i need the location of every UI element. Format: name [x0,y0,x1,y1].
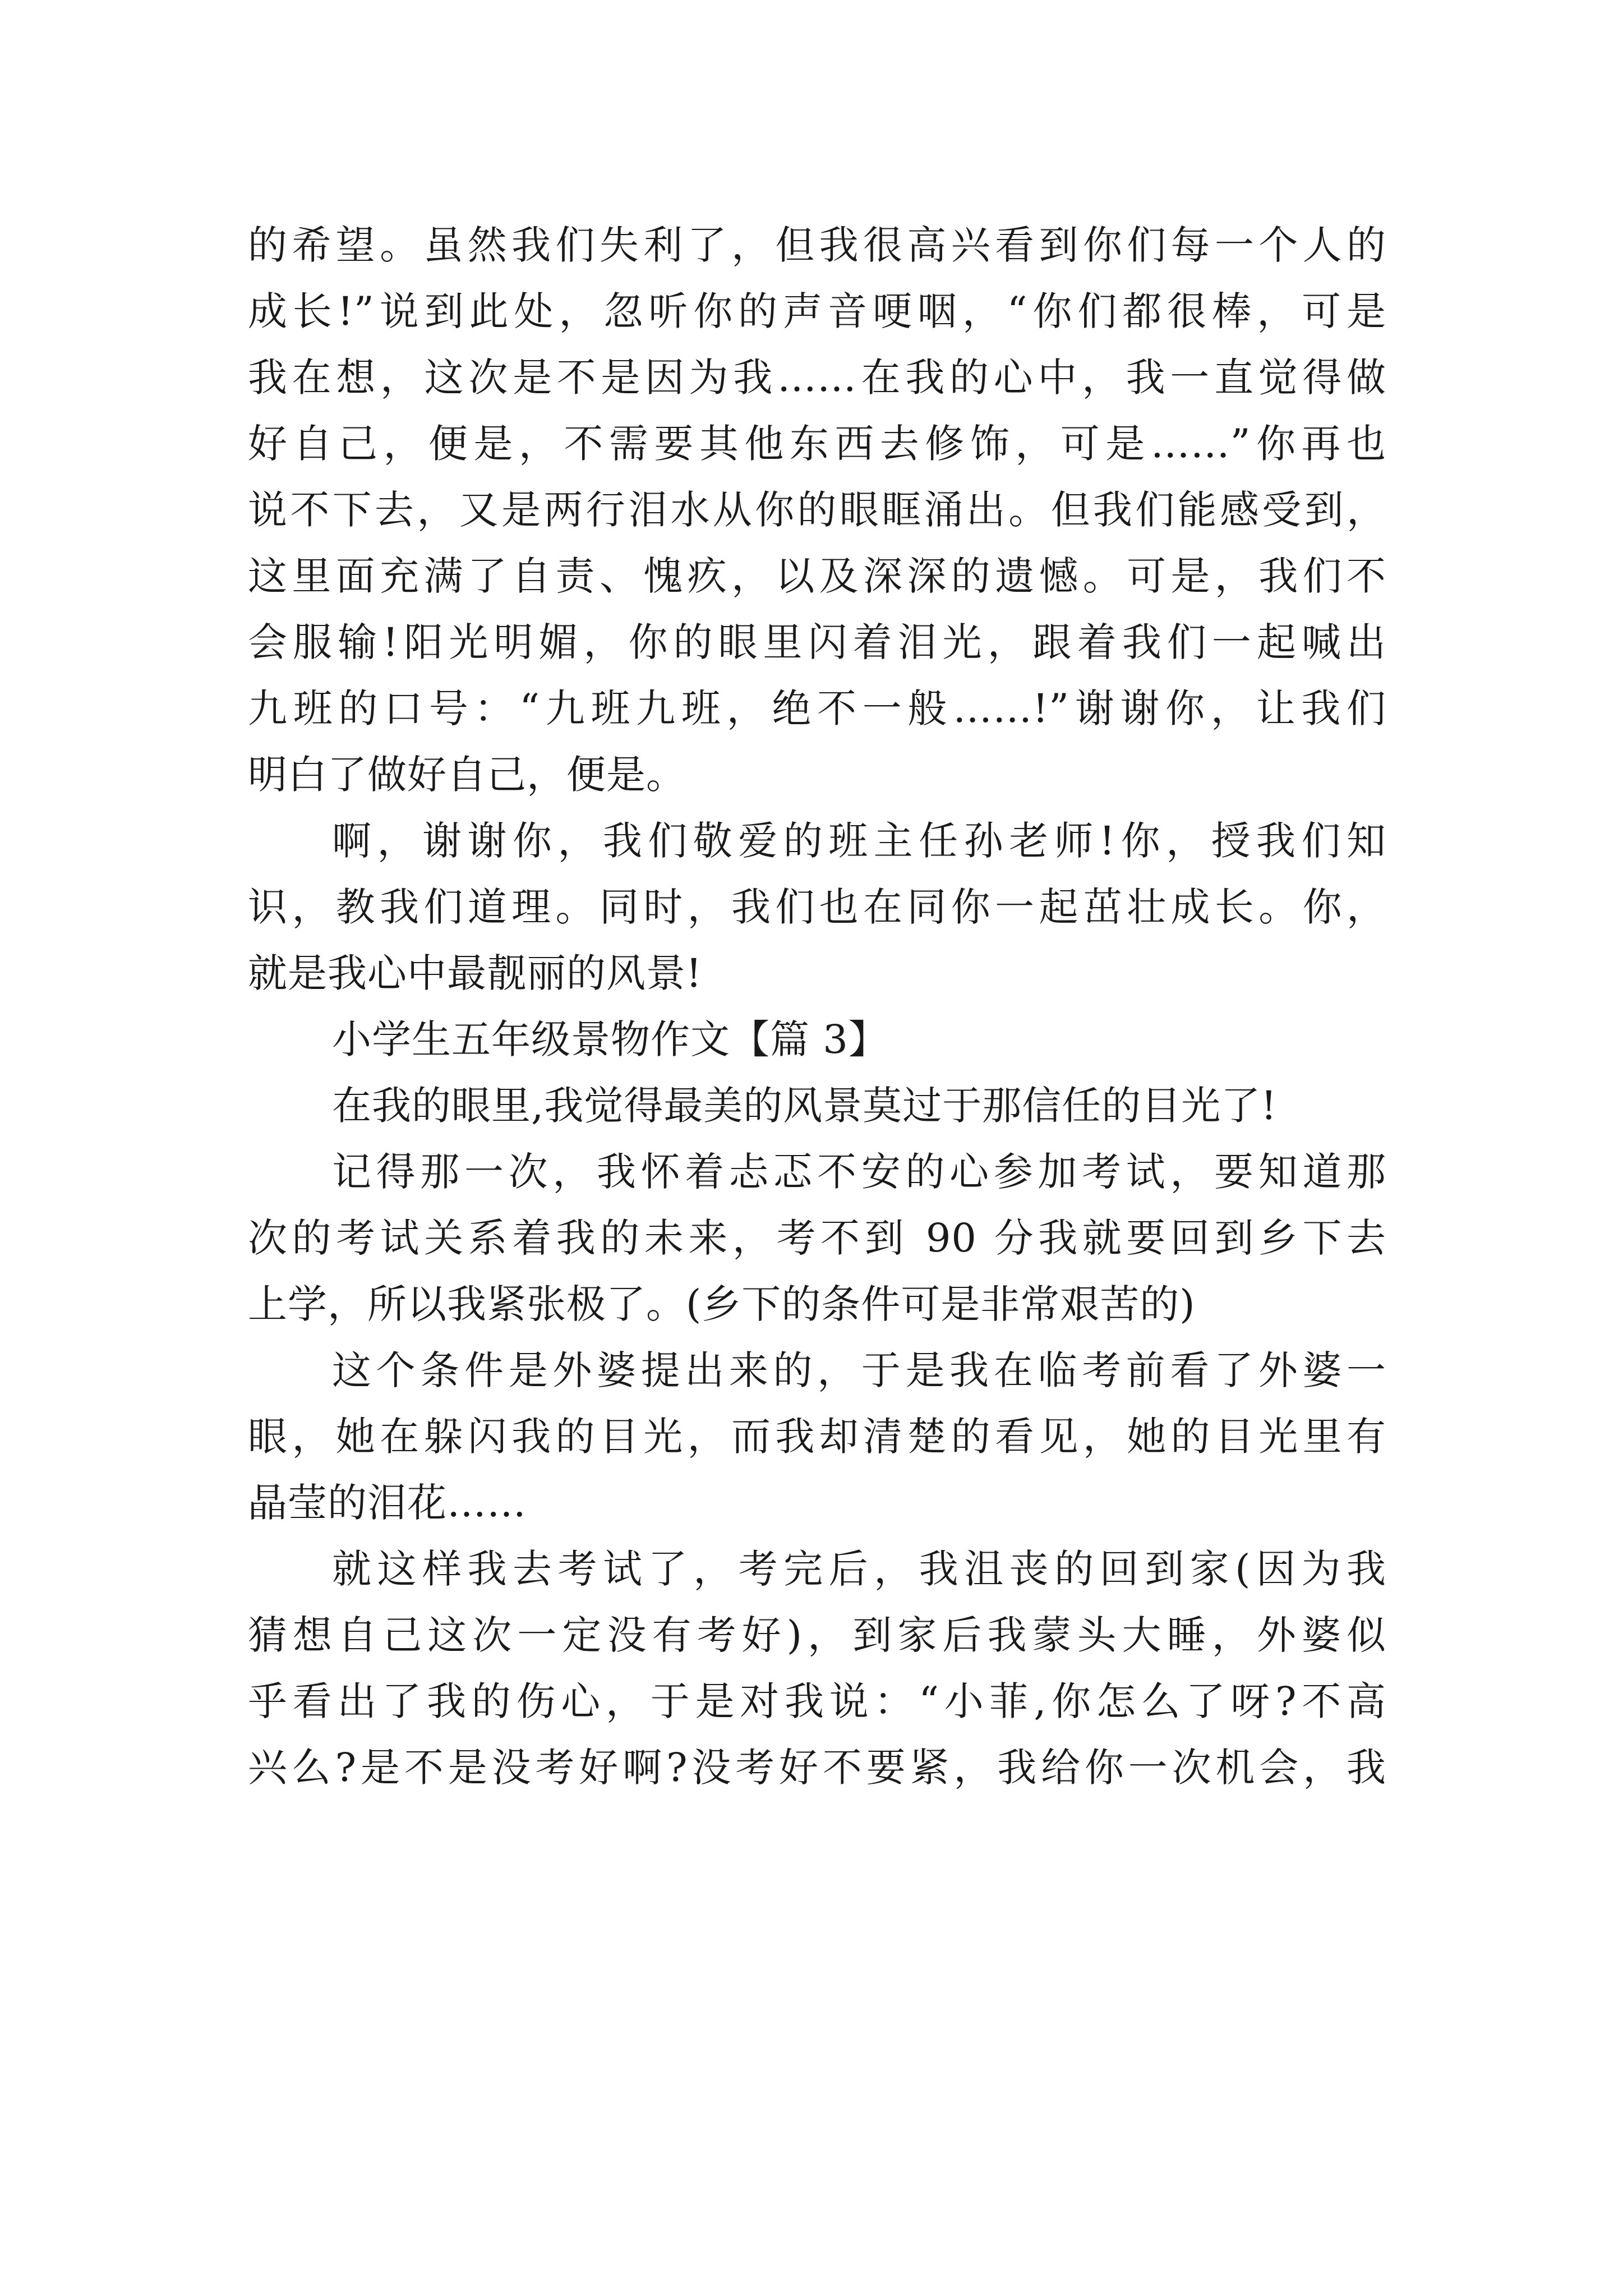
text-line: 成长!”说到此处，忽听你的声音哽咽，“你们都很棒，可是 [248,288,1386,334]
text-line: 这里面充满了自责、愧疚，以及深深的遗憾。可是，我们不 [248,553,1386,599]
paragraph-start-line: 在我的眼里,我觉得最美的风景莫过于那信任的目光了! [332,1083,1278,1129]
text-line: 就是我心中最靓丽的风景! [248,950,703,996]
section-heading: 小学生五年级景物作文【篇 3】 [332,1016,888,1062]
text-line: 我在想，这次是不是因为我……在我的心中，我一直觉得做 [248,355,1386,401]
text-line: 猜想自己这次一定没有考好)，到家后我蒙头大睡，外婆似 [248,1612,1386,1658]
text-line: 上学，所以我紧张极了。(乡下的条件可是非常艰苦的) [248,1281,1196,1327]
text-line: 的希望。虽然我们失利了，但我很高兴看到你们每一个人的 [248,222,1386,268]
document-body [248,212,1386,1801]
text-line: 眼，她在躲闪我的目光，而我却清楚的看见，她的目光里有 [248,1414,1386,1460]
text-line: 兴么?是不是没考好啊?没考好不要紧，我给你一次机会，我 [248,1745,1386,1791]
paragraph-start-line: 记得那一次，我怀着忐忑不安的心参加考试，要知道那 [332,1149,1386,1195]
text-line: 好自己，便是，不需要其他东西去修饰，可是……”你再也 [248,421,1386,467]
text-line: 会服输!阳光明媚，你的眼里闪着泪光，跟着我们一起喊出 [248,619,1386,665]
text-line: 识，教我们道理。同时，我们也在同你一起茁壮成长。你， [248,884,1386,930]
text-line: 乎看出了我的伤心，于是对我说：“小菲,你怎么了呀?不高 [248,1678,1386,1724]
text-line: 晶莹的泪花…… [248,1480,527,1526]
paragraph-start-line: 这个条件是外婆提出来的，于是我在临考前看了外婆一 [332,1347,1386,1393]
text-line: 明白了做好自己，便是。 [248,752,686,798]
text-line: 九班的口号：“九班九班，绝不一般……!”谢谢你，让我们 [248,685,1386,731]
text-line: 次的考试关系着我的未来，考不到 90 分我就要回到乡下去 [248,1215,1386,1261]
text-line: 说不下去，又是两行泪水从你的眼眶涌出。但我们能感受到， [248,487,1386,533]
paragraph-start-line: 啊，谢谢你，我们敬爱的班主任孙老师!你，授我们知 [332,818,1386,864]
paragraph-start-line: 就这样我去考试了，考完后，我沮丧的回到家(因为我 [332,1546,1386,1592]
